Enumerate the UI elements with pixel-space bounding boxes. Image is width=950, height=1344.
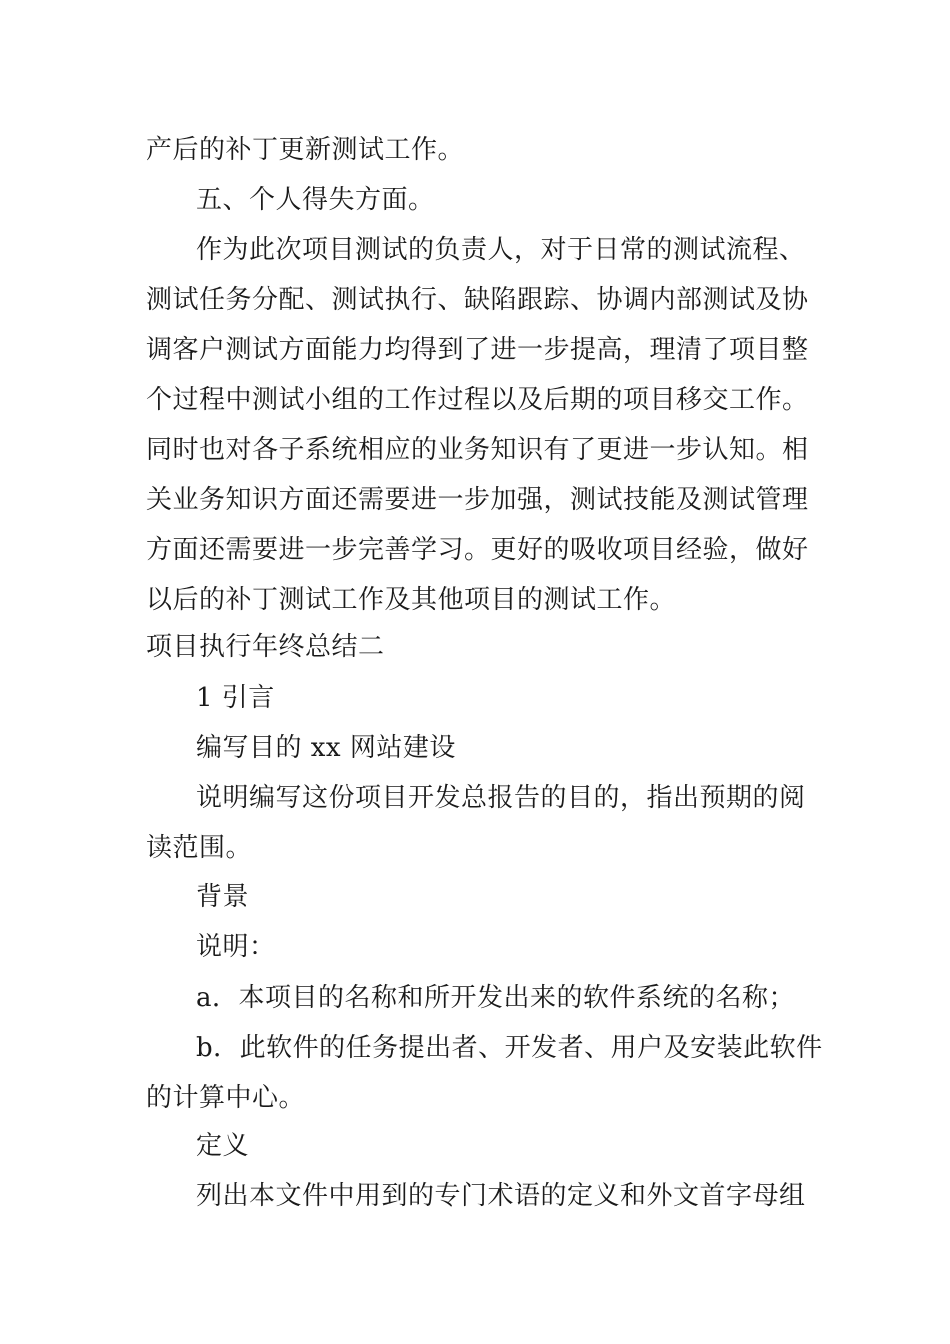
- paragraph-line: 作为此次项目测试的负责人，对于日常的测试流程、: [196, 235, 806, 265]
- section-heading: 1 引言: [196, 683, 275, 713]
- paragraph-line: 以后的补丁测试工作及其他项目的测试工作。: [146, 585, 677, 615]
- section-heading: 定义: [196, 1131, 250, 1161]
- list-item: b．此软件的任务提出者、开发者、用户及安装此软件: [196, 1033, 823, 1063]
- section-heading: 编写目的 xx 网站建设: [196, 733, 456, 763]
- paragraph-line: 关业务知识方面还需要进一步加强，测试技能及测试管理: [146, 485, 809, 515]
- paragraph-line: 说明编写这份项目开发总报告的目的，指出预期的阅: [196, 783, 806, 813]
- list-item: a．本项目的名称和所开发出来的软件系统的名称；: [196, 983, 796, 1013]
- paragraph-line: 测试任务分配、测试执行、缺陷跟踪、协调内部测试及协: [146, 285, 809, 315]
- section-heading: 五、个人得失方面。: [196, 185, 435, 215]
- paragraph-line: 个过程中测试小组的工作过程以及后期的项目移交工作。: [146, 385, 809, 415]
- paragraph-line: 列出本文件中用到的专门术语的定义和外文首字母组: [196, 1181, 806, 1211]
- paragraph-line: 调客户测试方面能力均得到了进一步提高，理清了项目整: [146, 335, 809, 365]
- paragraph-line: 读范围。: [146, 833, 253, 863]
- section-heading: 背景: [196, 882, 250, 912]
- paragraph-line: 产后的补丁更新测试工作。: [146, 135, 465, 165]
- paragraph-line: 方面还需要进一步完善学习。更好的吸收项目经验，做好: [146, 535, 809, 565]
- paragraph-line: 同时也对各子系统相应的业务知识有了更进一步认知。相: [146, 435, 809, 465]
- document-title: 项目执行年终总结二: [146, 632, 385, 662]
- paragraph-line: 的计算中心。: [146, 1083, 306, 1113]
- paragraph-line: 说明：: [196, 932, 276, 962]
